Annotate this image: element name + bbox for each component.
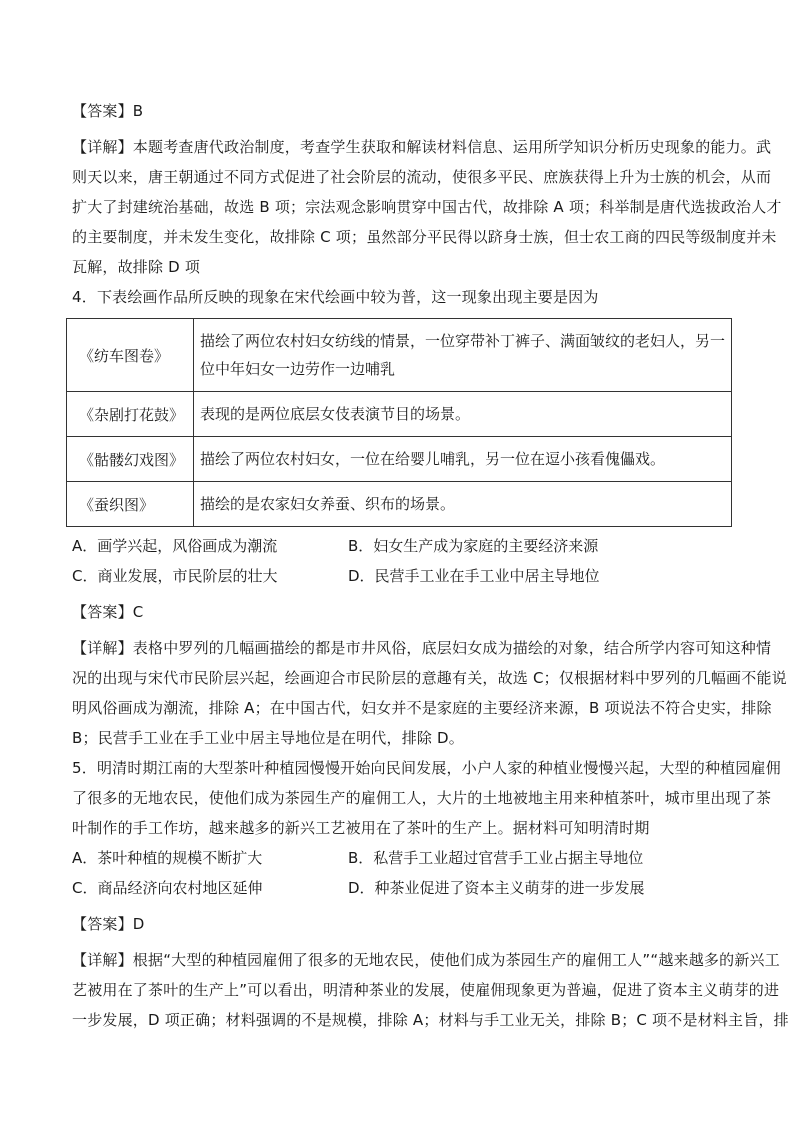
q5-options-row-2	[72, 873, 728, 903]
table-row	[67, 482, 732, 527]
painting-description: 描绘的是农家妇女养蚕、织布的场景。	[194, 482, 732, 527]
q5-option-d: D．种茶业促进了资本主义萌芽的进一步发展	[348, 879, 645, 897]
page-content	[72, 96, 789, 1035]
q5-detail	[72, 945, 789, 1035]
q5-option-c: C．商品经济向农村地区延伸	[72, 879, 263, 897]
q3-detail-line: 扩大了封建统治基础，故选 B 项；宗法观念影响贯穿中国古代，故排除 A 项；科举制是唐代选拔政治人才	[72, 198, 782, 216]
q5-option-b: B．私营手工业超过官营手工业占据主导地位	[348, 849, 644, 867]
q3-detail-line: 则天以来，唐王朝通过不同方式促进了社会阶层的流动，使很多平民、庶族获得上升为士族的机会，从而	[72, 168, 772, 186]
q3-detail-line: 瓦解，故排除 D 项	[72, 258, 201, 276]
q5-options-row-1	[72, 843, 728, 873]
q5-stem	[72, 753, 781, 843]
painting-name: 《杂剧打花鼓》	[67, 392, 194, 437]
q4-option-b: B．妇女生产成为家庭的主要经济来源	[348, 537, 599, 555]
q4-option-c: C．商业发展，市民阶层的壮大	[72, 567, 278, 585]
q3-detail-line: 的主要制度，并未发生变化，故排除 C 项；虽然部分平民得以跻身士族，但士农工商的四民等级制度并未	[72, 228, 777, 246]
q4-paintings-table	[66, 318, 732, 527]
q4-detail-line: 明风俗画成为潮流，排除 A；在中国古代，妇女并不是家庭的主要经济来源，B 项说法不符合史实，排除	[72, 699, 772, 717]
q5-detail-line: 一步发展，D 项正确；材料强调的不是规模，排除 A；材料与手工业无关，排除 B；C 项不是材料主旨，排	[72, 1011, 789, 1029]
q5-detail-line: 艺被用在了茶叶的生产上”可以看出，明清种茶业的发展，使雇佣现象更为普遍，促进了资本主义萌芽的进	[72, 981, 780, 999]
painting-description: 描绘了两位农村妇女，一位在给婴儿哺乳，另一位在逗小孩看傀儡戏。	[194, 437, 732, 482]
q5-answer: 【答案】D	[72, 915, 145, 933]
painting-description: 表现的是两位底层女伎表演节目的场景。	[194, 392, 732, 437]
q4-detail	[72, 633, 787, 753]
q4-option-a: A．画学兴起，风俗画成为潮流	[72, 537, 278, 555]
q4-option-d: D．民营手工业在手工业中居主导地位	[348, 567, 600, 585]
q5-detail-line: 【详解】根据“大型的种植园雇佣了很多的无地农民，使他们成为茶园生产的雇佣工人”“越来越多的新兴工	[72, 951, 780, 969]
painting-name: 《蚕织图》	[67, 482, 194, 527]
q3-detail	[72, 132, 782, 282]
q5-stem-line: 叶制作的手工作坊，越来越多的新兴工艺被用在了茶叶的生产上。据材料可知明清时期	[72, 819, 650, 837]
q4-answer: 【答案】C	[72, 603, 144, 621]
q3-detail-line: 【详解】本题考查唐代政治制度，考查学生获取和解读材料信息、运用所学知识分析历史现象的能力。武	[72, 138, 772, 156]
q5-stem-line: 5．明清时期江南的大型茶叶种植园慢慢开始向民间发展，小户人家的种植业慢慢兴起，大型的种植园雇佣	[72, 759, 781, 777]
table-row	[67, 437, 732, 482]
q4-stem: 4．下表绘画作品所反映的现象在宋代绘画中较为普，这一现象出现主要是因为	[72, 288, 599, 306]
q4-options-row-1	[72, 531, 728, 561]
q4-options-row-2	[72, 561, 728, 591]
q4-detail-line: 况的出现与宋代市民阶层兴起，绘画迎合市民阶层的意趣有关，故选 C；仅根据材料中罗列的几幅画不能说	[72, 669, 787, 687]
q3-answer: 【答案】B	[72, 102, 144, 120]
painting-description: 描绘了两位农村妇女纺线的情景，一位穿带补丁裤子、满面皱纹的老妇人，另一位中年妇女一边劳作一边哺乳	[194, 319, 732, 392]
q4-detail-line: B；民营手工业在手工业中居主导地位是在明代，排除 D。	[72, 729, 465, 747]
painting-name: 《纺车图卷》	[67, 319, 194, 392]
table-row	[67, 392, 732, 437]
q5-option-a: A．茶叶种植的规模不断扩大	[72, 849, 263, 867]
painting-name: 《骷髅幻戏图》	[67, 437, 194, 482]
table-row	[67, 319, 732, 392]
q5-stem-line: 了很多的无地农民，使他们成为茶园生产的雇佣工人，大片的土地被地主用来种植茶叶，城市里出现了茶	[72, 789, 772, 807]
q4-detail-line: 【详解】表格中罗列的几幅画描绘的都是市井风俗，底层妇女成为描绘的对象，结合所学内容可知这种情	[72, 639, 772, 657]
